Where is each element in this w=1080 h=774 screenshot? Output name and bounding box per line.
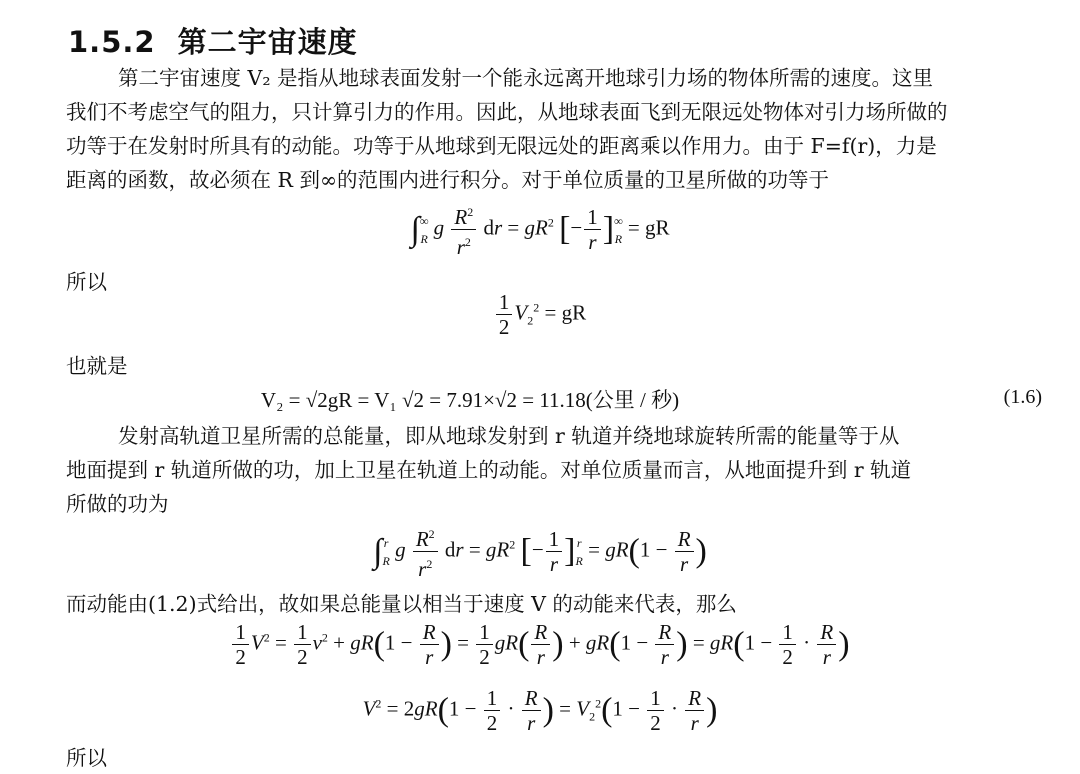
lower-limit: R (420, 231, 428, 246)
equation-kinetic-energy: $\frac{1}{2}$ $V_2^2$ = gR (0, 290, 1080, 339)
paragraph-line: 所以 (66, 270, 107, 294)
paragraph-line: 我们不考虑空气的阻力，只计算引力的作用。因此，从地球表面飞到无限远处物体对引力场所做的 (66, 100, 948, 124)
equation-second-cosmic-velocity (0, 384, 1010, 414)
paragraph-line: 功等于在发射时所具有的动能。功等于从地球到无限远处的距离乘以作用力。由于 F=f(r)，力是 (66, 134, 937, 158)
paragraph-line: 所做的功为 (66, 492, 169, 516)
lower-limit: R (382, 553, 390, 568)
equation-number: (1.6) (1003, 386, 1042, 408)
eq2-result: = gR (544, 300, 587, 325)
section-title: 第二宇宙速度 (177, 25, 358, 59)
paragraph-line: 也就是 (66, 354, 128, 378)
paragraph-line: 所以 (66, 746, 107, 770)
equation-work-integral: ∫∞ R g $\frac{R^2}{r^2}$ dr = $gR^2$ [− $\frac{1}{r}$ ]∞ R = gR (0, 200, 1080, 259)
paragraph-line: 第二宇宙速度 V₂ 是指从地球表面发射一个能永远离开地球引力场的物体所需的速度。这里 (118, 66, 934, 90)
equation-velocity-squared: $V^2 = 2gR(1$ − $\frac{1}{2}$ · $\frac{R}{r}$ ) = $V_2^2(1$ − $\frac{1}{2}$ · $\frac{R}{r}$ ) (362, 686, 718, 735)
equation-total-energy: $\frac{1}{2}$ $V^2$ = $\frac{1}{2}$ $v^2 + gR(1$ − $\frac{R}{r}$ ) = $\frac{1}{2}$ gR( $\frac{R}{r}$ ) + gR(1 − $\frac{R}{r}$ ) = gR(1 − $\frac{1}{2}$ · $\frac{R}{r}$ ) (0, 620, 1080, 669)
paragraph-line: 发射高轨道卫星所需的总能量，即从地球发射到 r 轨道并绕地球旋转所需的能量等于从 (118, 424, 900, 448)
upper-limit: r (383, 535, 389, 550)
paragraph-line: 地面提到 r 轨道所做的功，加上卫星在轨道上的动能。对单位质量而言，从地面提升到 r 轨道 (66, 458, 912, 482)
paragraph-line: 距离的函数，故必须在 R 到∞的范围内进行积分。对于单位质量的卫星所做的功等于 (66, 168, 830, 192)
paragraph-line: 而动能由(1.2)式给出，故如果总能量以相当于速度 V 的动能来代表，那么 (66, 592, 737, 616)
section-number: 1.5.2 (68, 25, 156, 59)
eq3-text: V₂ = √2gR = V₁ √2 = 7.91×√2 = 11.18(公里 / 秒) (260, 388, 680, 412)
section-heading (68, 20, 358, 62)
eq1-result: = gR (627, 215, 670, 240)
upper-limit: ∞ (419, 213, 429, 228)
equation-work-to-orbit: ∫r R g $\frac{R^2}{r^2}$ dr = $gR^2$ [− $\frac{1}{r}$ ]r R = gR(1 − $\frac{R}{r}$ ) (0, 522, 1080, 581)
